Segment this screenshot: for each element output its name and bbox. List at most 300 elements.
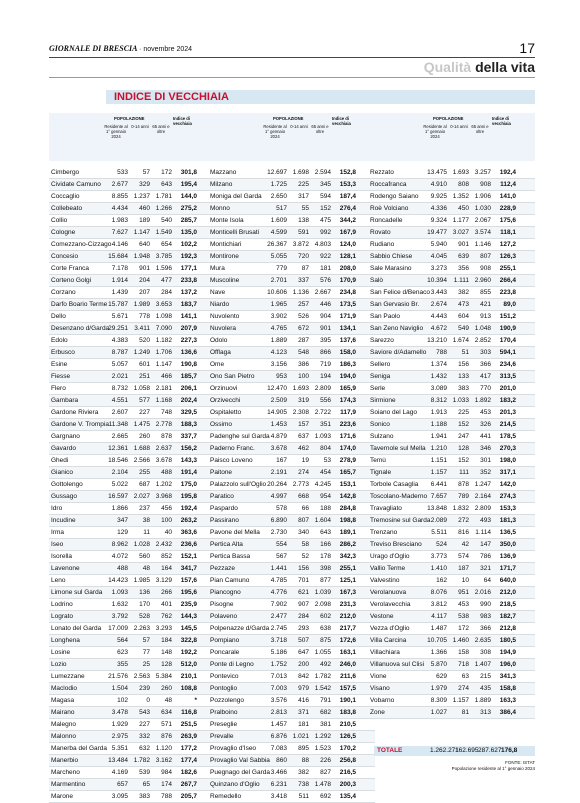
anni-65-value: 1.202: [155, 481, 172, 488]
anni-65-value: 321: [480, 565, 491, 572]
comune-name: Edolo: [51, 337, 68, 344]
residente-value: 347: [117, 517, 128, 524]
residente-value: 1.366: [430, 649, 447, 656]
anni-0-14-value: 511: [298, 793, 309, 800]
anni-65-value: 421: [480, 301, 491, 308]
anni-0-14-value: 383: [139, 793, 150, 800]
anni-65-value: 643: [320, 529, 331, 536]
table-row: [208, 299, 375, 311]
anni-0-14-value: 639: [458, 253, 469, 260]
indice-value: 102,2: [180, 241, 197, 248]
residente-value: 5.940: [430, 241, 447, 248]
residente-value: 488: [117, 565, 128, 572]
comune-name: Zone: [370, 709, 385, 716]
residente-value: 2.089: [430, 517, 447, 524]
anni-0-14-value: 187: [458, 565, 469, 572]
indice-value: 275,2: [180, 205, 197, 212]
table-row: [368, 275, 535, 287]
anni-65-value: 807: [480, 253, 491, 260]
indice-value: 207,9: [180, 325, 197, 332]
anni-65-value: 1.093: [314, 433, 331, 440]
residente-value: 1.929: [111, 721, 128, 728]
table-row: [49, 551, 216, 563]
table-row: [208, 731, 375, 743]
anni-65-value: 594: [320, 193, 331, 200]
anni-65-value: 878: [161, 433, 172, 440]
comune-name: Roccafranca: [370, 181, 407, 188]
anni-0-14-value: 548: [298, 349, 309, 356]
comune-name: Corte Franca: [51, 265, 89, 272]
residente-value: 8.855: [111, 193, 128, 200]
residente-value: 3.718: [270, 637, 287, 644]
anni-0-14-value: 225: [298, 181, 309, 188]
table-row: [49, 431, 216, 443]
table-row: [49, 287, 216, 299]
indice-value: 135,0: [180, 229, 197, 236]
residente-value: 13.210: [427, 337, 447, 344]
anni-0-14-value: 207: [139, 289, 150, 296]
indice-value: 190,1: [339, 697, 356, 704]
anni-0-14-value: 1.028: [133, 541, 150, 548]
anni-0-14-value: 507: [298, 637, 309, 644]
comune-name: Saviore d/Adamello: [370, 349, 427, 356]
anni-0-14-value: 560: [139, 553, 150, 560]
anni-65-value: 7.090: [155, 325, 172, 332]
residente-value: 779: [276, 265, 287, 272]
indice-value: 234,6: [499, 361, 516, 368]
anni-65-value: 1.292: [314, 733, 331, 740]
header-separator: ·: [139, 46, 142, 53]
residente-value: 1.410: [430, 565, 447, 572]
indice-value: 211,6: [340, 673, 356, 680]
comune-name: Maclodio: [51, 685, 78, 692]
anni-0-14-value: 604: [458, 313, 469, 320]
anni-0-14-value: 450: [458, 205, 469, 212]
comune-name: Serle: [370, 385, 386, 392]
table-row: [368, 179, 535, 191]
anni-65-value: 152: [320, 205, 331, 212]
anni-65-value: 174: [161, 781, 172, 788]
indice-value: 212,0: [499, 589, 516, 596]
table-row: [368, 659, 535, 671]
residente-value: 8.732: [111, 385, 128, 392]
comune-name: Provaglio Val Sabbia: [210, 757, 270, 764]
anni-0-14-value: 1.352: [452, 193, 469, 200]
anni-65-value: 2.098: [314, 601, 331, 608]
table-row: [49, 215, 216, 227]
residente-value: 10.606: [267, 289, 287, 296]
indice-value: 284,8: [339, 505, 356, 512]
residente-value: 5.186: [270, 649, 287, 656]
anni-0-14-value: 227: [139, 409, 150, 416]
anni-65-value: 1.478: [314, 781, 331, 788]
anni-65-value: 1.055: [314, 649, 331, 656]
header-popolazione: POPOLAZIONE: [114, 116, 145, 121]
comune-name: Trenzano: [370, 529, 398, 536]
total-row: [374, 746, 535, 756]
residente-value: 1.157: [430, 469, 447, 476]
table-row: [368, 587, 535, 599]
comune-name: Manerbio: [51, 757, 79, 764]
table-row: [368, 371, 535, 383]
anni-65-value: 345: [320, 181, 331, 188]
table-row: [49, 383, 216, 395]
table-row: [49, 263, 216, 275]
table-row: [368, 203, 535, 215]
comune-name: Temù: [370, 457, 386, 464]
comune-name: Verolavecchia: [370, 601, 411, 608]
anni-65-value: 3.293: [155, 625, 172, 632]
indice-value: 337,7: [180, 433, 197, 440]
issue-date: novembre 2024: [143, 46, 193, 53]
residente-value: 26.367: [267, 241, 287, 248]
anni-65-value: 901: [320, 325, 331, 332]
indice-value: 136,6: [180, 349, 197, 356]
anni-65-value: 875: [320, 637, 331, 644]
comune-name: Ome: [210, 361, 225, 368]
residente-value: 4.879: [270, 433, 287, 440]
anni-65-value: 1.892: [474, 397, 491, 404]
comune-name: Rezzato: [370, 169, 394, 176]
table-row: [208, 455, 375, 467]
table-row: [208, 275, 375, 287]
anni-0-14-value: 526: [298, 313, 309, 320]
residente-value: 19.477: [427, 229, 447, 236]
indice-value: 313,5: [499, 373, 516, 380]
anni-65-value: 1.120: [155, 745, 172, 752]
residente-value: 2.607: [111, 409, 128, 416]
residente-value: 3.576: [270, 697, 287, 704]
indice-value: 141,0: [499, 193, 516, 200]
newspaper-title: GIORNALE DI BRESCIA: [49, 44, 138, 53]
indice-value: 208,0: [339, 265, 356, 272]
indice-value: 180,5: [499, 637, 516, 644]
anni-65-value: 454: [320, 469, 331, 476]
comune-name: Paderno Franc.: [210, 445, 255, 452]
residente-value: 5.057: [111, 361, 128, 368]
anni-65-value: 634: [161, 709, 172, 716]
indice-value: 112,4: [500, 181, 516, 188]
comune-name: Losine: [51, 649, 71, 656]
anni-0-14-value: 668: [298, 493, 309, 500]
header-0-14: 0-14 anni: [290, 124, 308, 129]
table-row: [49, 359, 216, 371]
indice-value: 117,9: [340, 409, 356, 416]
anni-0-14-value: 25: [142, 661, 150, 668]
table-row: [368, 503, 535, 515]
anni-65-value: 1.706: [155, 349, 172, 356]
indice-value: 183,2: [499, 397, 516, 404]
anni-0-14-value: 807: [298, 517, 309, 524]
comune-name: Vobarno: [370, 697, 395, 704]
anni-0-14-value: 52: [301, 553, 309, 560]
residente-value: 2.975: [111, 733, 128, 740]
comune-name: Preseglie: [210, 721, 238, 728]
anni-65-value: 748: [161, 409, 172, 416]
indice-value: 128,1: [339, 253, 356, 260]
comune-name: Polpenazze d/Garda: [210, 625, 270, 632]
anni-0-14-value: 473: [458, 301, 469, 308]
comune-name: Leno: [51, 577, 66, 584]
residente-value: 1.093: [111, 589, 128, 596]
comune-name: Roè Volciano: [370, 205, 409, 212]
anni-65-value: 395: [320, 337, 331, 344]
comune-name: Ossimo: [210, 421, 233, 428]
anni-0-14-value: 1.237: [133, 193, 150, 200]
anni-0-14-value: 979: [298, 685, 309, 692]
table-row: [208, 587, 375, 599]
anni-65-value: 475: [320, 217, 331, 224]
table-row: [49, 611, 216, 623]
table-header: [208, 113, 375, 161]
anni-0-14-value: 453: [458, 601, 469, 608]
anni-0-14-value: 152: [458, 457, 469, 464]
table-row: [49, 227, 216, 239]
comune-name: Sirmione: [370, 397, 396, 404]
residente-value: 7.083: [270, 745, 287, 752]
comune-name: Villa Carcina: [370, 637, 407, 644]
anni-0-14-value: 156: [458, 361, 469, 368]
anni-65-value: 571: [161, 721, 172, 728]
residente-value: 1.914: [111, 277, 128, 284]
table-row: [208, 743, 375, 755]
table-row: [49, 239, 216, 251]
total-residente: 1.262.271: [430, 747, 459, 754]
anni-65-value: 1.147: [155, 361, 172, 368]
table-row: [368, 287, 535, 299]
indice-value: 177,2: [180, 745, 197, 752]
indice-value: 152,1: [180, 553, 197, 560]
anni-65-value: 1.604: [314, 517, 331, 524]
indice-value: 190,9: [499, 325, 516, 332]
table-row: [368, 239, 535, 251]
residente-value: 1.453: [270, 421, 287, 428]
indice-value: 178,5: [499, 433, 516, 440]
comune-name: Collebeato: [51, 205, 83, 212]
residente-value: 162: [436, 577, 447, 584]
residente-value: 1.151: [430, 457, 447, 464]
indice-value: 124,0: [339, 241, 356, 248]
table-row: [208, 671, 375, 683]
comune-name: Ponte di Legno: [210, 661, 254, 668]
indice-value: 342,3: [339, 553, 356, 560]
comune-name: Erbusco: [51, 349, 75, 356]
indice-value: 195,6: [180, 589, 197, 596]
table-row: [208, 563, 375, 575]
anni-0-14-value: 287: [298, 337, 309, 344]
residente-value: 7.178: [111, 265, 128, 272]
residente-value: 2.730: [270, 529, 287, 536]
comune-name: Padenghe sul Garda: [210, 433, 270, 440]
residente-value: 5.351: [111, 745, 128, 752]
table-row: [208, 203, 375, 215]
indice-value: 235,9: [180, 601, 197, 608]
indice-value: 594,1: [499, 349, 516, 356]
table-row: [49, 251, 216, 263]
anni-0-14-value: 10: [461, 577, 469, 584]
anni-65-value: 2.852: [474, 337, 491, 344]
comune-name: Vione: [370, 673, 387, 680]
indice-value: 214,5: [499, 421, 516, 428]
indice-value: 167,3: [339, 589, 356, 596]
comune-name: Longhena: [51, 637, 80, 644]
anni-0-14-value: 2.308: [292, 409, 309, 416]
indice-value: 286,2: [339, 541, 356, 548]
table-row: [208, 695, 375, 707]
table-row: [49, 587, 216, 599]
anni-0-14-value: 2.773: [292, 481, 309, 488]
table-row: [49, 191, 216, 203]
anni-0-14-value: 1.157: [452, 697, 469, 704]
comune-name: San Gervasio Br.: [370, 301, 420, 308]
table-row: [208, 419, 375, 431]
residente-value: 1.432: [430, 373, 447, 380]
table-row: [368, 611, 535, 623]
anni-65-value: 1.407: [474, 661, 491, 668]
table-row: [208, 383, 375, 395]
indice-value: 144,0: [180, 193, 197, 200]
residente-value: 3.156: [270, 361, 287, 368]
residente-value: 1.374: [430, 361, 447, 368]
table-row: [49, 767, 216, 779]
anni-0-14-value: 329: [139, 181, 150, 188]
anni-65-value: 178: [320, 553, 331, 560]
anni-0-14-value: 181: [298, 721, 309, 728]
anni-0-14-value: 156: [298, 565, 309, 572]
indice-value: 267,7: [180, 781, 197, 788]
indice-value: 274,3: [499, 493, 516, 500]
residente-value: 1.027: [430, 709, 447, 716]
residente-value: 2.745: [270, 625, 287, 632]
anni-65-value: 908: [480, 181, 491, 188]
residente-value: 2.509: [270, 397, 287, 404]
table-row: [49, 407, 216, 419]
comune-name: Verolanuova: [370, 589, 407, 596]
anni-65-value: 3.574: [474, 229, 491, 236]
anni-0-14-value: 0: [146, 697, 150, 704]
anni-0-14-value: 225: [458, 409, 469, 416]
comune-name: Monticelli Brusati: [210, 229, 260, 236]
comune-name: Iseo: [51, 541, 64, 548]
indice-value: 251,5: [180, 721, 197, 728]
table-row: [49, 299, 216, 311]
table-row: [368, 539, 535, 551]
table-row: [208, 287, 375, 299]
residente-value: 4.551: [111, 397, 128, 404]
residente-value: 533: [117, 169, 128, 176]
indice-value: 144,3: [180, 613, 197, 620]
residente-value: 2.104: [111, 469, 128, 476]
comune-name: Esine: [51, 361, 68, 368]
residente-value: 5.022: [111, 481, 128, 488]
anni-65-value: 3.678: [155, 457, 172, 464]
comune-name: Ghedi: [51, 457, 69, 464]
header-indice: Indice di vecchiaia: [492, 116, 511, 126]
comune-name: Gargnano: [51, 433, 80, 440]
anni-0-14-value: 383: [458, 385, 469, 392]
header-65: 65 anni e oltre: [152, 124, 170, 134]
table-header: [49, 113, 216, 161]
anni-0-14-value: 88: [301, 757, 309, 764]
anni-0-14-value: 251: [139, 373, 150, 380]
indice-value: 137,6: [339, 337, 356, 344]
comune-name: Piancogno: [210, 589, 241, 596]
anni-65-value: 852: [161, 553, 172, 560]
anni-0-14-value: 158: [458, 649, 469, 656]
comune-name: Orzivecchi: [210, 397, 241, 404]
indice-value: 174,3: [339, 397, 356, 404]
indice-value: 177,4: [180, 757, 197, 764]
anni-65-value: 791: [320, 697, 331, 704]
residente-value: 3.478: [111, 709, 128, 716]
anni-0-14-value: 601: [139, 361, 150, 368]
residente-value: 2.665: [111, 433, 128, 440]
indice-value: 186,3: [339, 361, 356, 368]
indice-value: 165,7: [339, 469, 356, 476]
residente-value: 7.627: [111, 229, 128, 236]
total-label: TOTALE: [377, 747, 403, 754]
anni-65-value: 540: [161, 217, 172, 224]
residente-value: 3.773: [430, 553, 447, 560]
residente-value: 2.677: [111, 181, 128, 188]
comune-name: Seniga: [370, 373, 391, 380]
comune-name: Prevalle: [210, 733, 234, 740]
anni-0-14-value: 528: [139, 613, 150, 620]
residente-value: 1.913: [430, 409, 447, 416]
indice-value: 185,7: [180, 373, 197, 380]
anni-0-14-value: 382: [298, 769, 309, 776]
indice-value: 195,4: [180, 181, 197, 188]
anni-65-value: 194: [320, 373, 331, 380]
table-row: [49, 671, 216, 683]
source-line-2: Popolazione residente al 1° gennaio 2024: [451, 766, 535, 771]
indice-value: 200,3: [339, 781, 356, 788]
residente-value: 9.324: [430, 217, 447, 224]
table-row: [368, 167, 535, 179]
header-popolazione: POPOLAZIONE: [273, 116, 304, 121]
table-row: [368, 215, 535, 227]
anni-65-value: 188: [320, 505, 331, 512]
anni-65-value: 456: [161, 505, 172, 512]
comune-name: Cividate Camuno: [51, 181, 101, 188]
table-row: [49, 347, 216, 359]
table-row: [368, 251, 535, 263]
residente-value: 8.076: [430, 589, 447, 596]
indice-value: 194,0: [339, 373, 356, 380]
indice-value: 174,0: [339, 445, 356, 452]
table-row: [49, 791, 216, 803]
comune-name: Urago d'Oglio: [370, 553, 410, 560]
indice-value: 158,0: [339, 349, 356, 356]
residente-value: 4.434: [111, 205, 128, 212]
comune-name: Puegnago del Garda: [210, 769, 270, 776]
indice-value: 194,9: [499, 649, 516, 656]
table-row: [208, 491, 375, 503]
anni-0-14-value: 332: [139, 733, 150, 740]
anni-0-14-value: 55: [301, 205, 309, 212]
indice-value: 156,2: [180, 445, 197, 452]
residente-value: 21.576: [108, 673, 128, 680]
residente-value: 554: [276, 541, 287, 548]
anni-0-14-value: 77: [142, 649, 150, 656]
table-row: [368, 563, 535, 575]
comune-name: Incudine: [51, 517, 76, 524]
anni-65-value: 2.809: [474, 505, 491, 512]
anni-0-14-value: 1.021: [292, 733, 309, 740]
indice-value: 266,4: [499, 277, 516, 284]
residente-value: 517: [276, 205, 287, 212]
anni-65-value: 147: [480, 541, 491, 548]
